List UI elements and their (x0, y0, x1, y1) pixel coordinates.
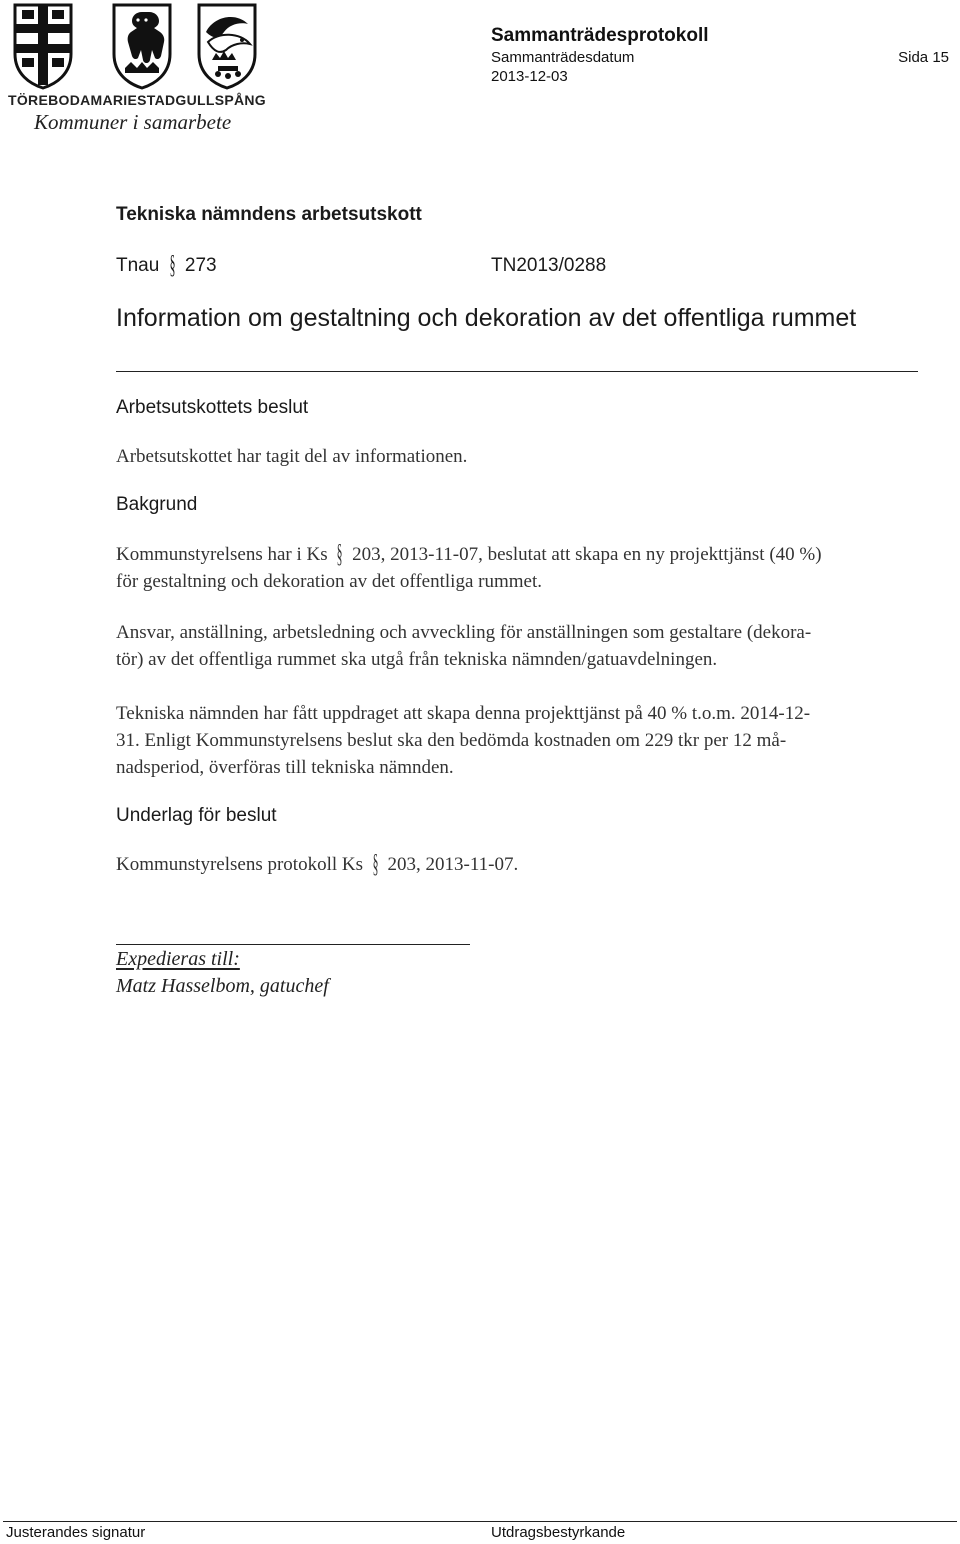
decision-text (116, 443, 956, 470)
municipal-logo (8, 2, 264, 134)
title-divider (116, 371, 918, 372)
background-paragraph-3 (116, 700, 956, 781)
text-line: Ansvar, anställning, arbetsledning och avveckling för anställningen som gestaltare (dekora- (116, 622, 812, 643)
meeting-date-label: Sammanträdesdatum (491, 49, 635, 66)
page-number: Sida 15 (898, 49, 949, 66)
basis-heading: Underlag för beslut (116, 805, 277, 826)
footer-divider (3, 1521, 957, 1522)
paragraph-number: 273 (184, 255, 217, 276)
paragraph-sign: § (372, 849, 379, 878)
municipality-names (8, 92, 264, 108)
text-line: Tekniska nämnden har fått uppdraget att skapa denna projekttjänst på 40 % t.o.m. 2014-12- (116, 703, 811, 724)
item-title: Information om gestaltning och dekoration av det offentliga rummet (116, 304, 857, 332)
signature-field-label: Justerandes signatur (6, 1524, 146, 1541)
background-paragraph-2 (116, 619, 956, 673)
toreboda-crest-icon (12, 2, 74, 90)
case-number: TN2013/0288 (491, 255, 607, 276)
dispatch-label: Expedieras till: (116, 948, 240, 970)
text-line: nadsperiod, överföras till tekniska nämnden. (116, 757, 454, 778)
background-paragraph-1 (116, 541, 956, 595)
decision-heading: Arbetsutskottets beslut (116, 397, 309, 418)
dispatch-divider (116, 944, 470, 945)
background-heading: Bakgrund (116, 494, 198, 515)
municipality-name: GULLSPÅNG (175, 92, 266, 108)
basis-text (116, 851, 956, 878)
paragraph-reference (116, 250, 217, 279)
dispatch-recipient: Matz Hasselbom, gatuchef (116, 975, 329, 997)
paragraph-sign: § (336, 539, 343, 568)
text-line: Kommunstyrelsens protokoll Ks § 203, 2013-11-07. (116, 849, 519, 878)
document-title: Sammanträdesprotokoll (491, 25, 709, 46)
text-line: 31. Enligt Kommunstyrelsens beslut ska den bedömda kostnaden om 229 tkr per 12 må- (116, 730, 787, 751)
municipality-name: MARIESTAD (90, 92, 176, 108)
meeting-date: 2013-12-03 (491, 68, 568, 85)
text-line: för gestaltning och dekoration av det offentliga rummet. (116, 571, 542, 592)
mariestad-crest-icon (111, 2, 173, 90)
paragraph-sign: § (169, 250, 176, 279)
text-line: tör) av det offentliga rummet ska utgå från tekniska nämnden/gatuavdelningen. (116, 649, 718, 670)
certification-field-label: Utdragsbestyrkande (491, 1524, 626, 1541)
committee-name: Tekniska nämndens arbetsutskott (116, 204, 422, 225)
municipality-name: TÖREBODA (8, 92, 91, 108)
coats-of-arms (8, 2, 264, 94)
gullspang-crest-icon (196, 2, 258, 90)
text-line: Kommunstyrelsens har i Ks § 203, 2013-11-07, beslutat att skapa en ny projekttjänst (40 %) (116, 539, 822, 568)
paragraph-prefix: Tnau (116, 255, 160, 276)
logo-tagline: Kommuner i samarbete (34, 110, 232, 134)
decision-line: Arbetsutskottet har tagit del av informationen. (116, 446, 468, 467)
